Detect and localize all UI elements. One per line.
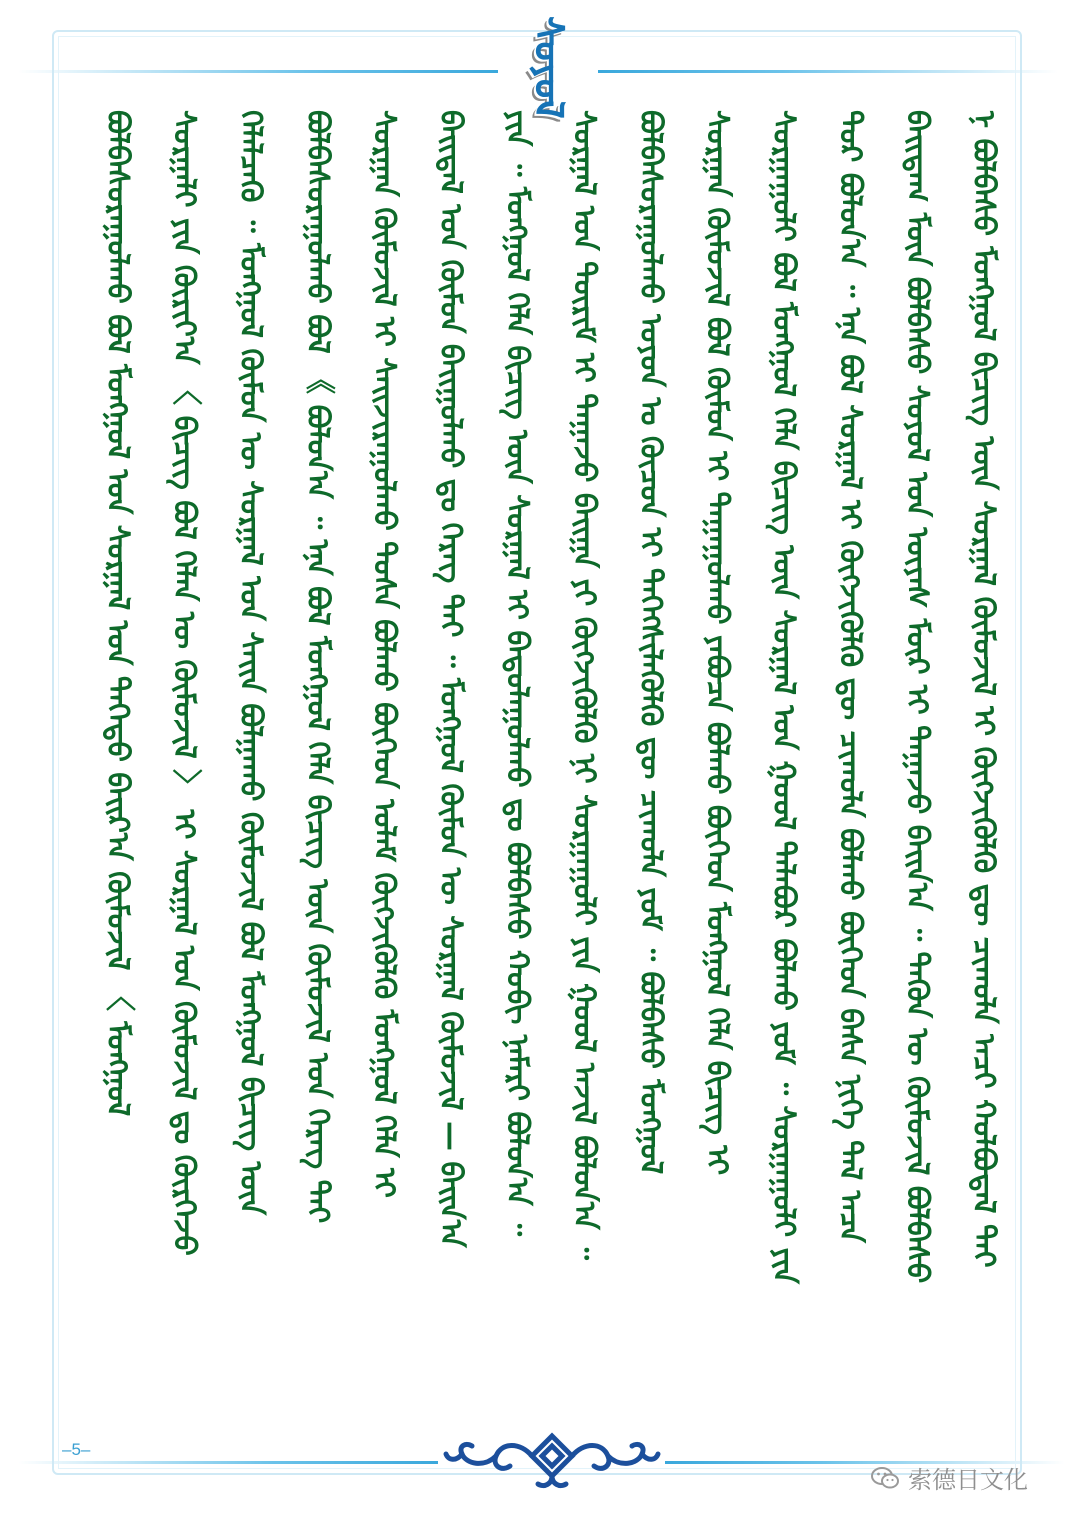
text-column: ᠪᠣᠯᠪᠠᠰᠤᠷᠠᠭᠤᠯᠬᠤ ᠤᠶᠤᠨ ᠤ ᠬᠦᠴᠦᠨ ᠢ ᠳᠡᠭᠡᠭᠰᠢᠯᠡᠭᠦᠯᠬᠦ ᠳᠦ ᠴᠢᠬᠤᠯᠠ ᠶᠤᠮ ᠃ ᠪᠣᠯᠪᠠᠰᠤ ᠮᠣᠩᠭᠣᠯ bbox=[632, 110, 668, 1175]
text-column: ᠶᠢᠨ ᠃ ᠮᠣᠩᠭᠣᠯ ᠬᠡᠯᠡ ᠪᠢᠴᠢᠭ ᠦᠨ ᠰᠤᠷᠭᠠᠯ ᠢ ᠪᠠᠳᠤᠯᠠᠭᠤᠯᠬᠤ ᠳᠤ ᠪᠣᠯᠪᠠᠰᠤ ᠬᠤᠪᠢ ᠨᠡᠮᠡᠷᠢ ᠪᠣᠯᠤᠨ᠎ᠠ ᠃ bbox=[499, 110, 535, 1236]
text-column: ᠪᠣᠯᠪᠠᠰᠤᠷᠠᠭᠤᠯᠬᠤ ᠪᠣᠯ 《 ᠪᠣᠯᠤᠨ᠎ᠠ ᠃ ᠡᠨᠡ ᠪᠣᠯ ᠮᠣᠩᠭᠣᠯ ᠬᠡᠯᠡ ᠪᠢᠴᠢᠭ ᠦᠨ ᠬᠦᠮᠦᠵᠢᠯ ᠤᠨ ᠬᠡᠷᠡᠭ ᠲᠡᠢ bbox=[299, 110, 335, 1224]
text-column: ᠨ ᠪᠣᠯᠪᠠᠰᠤ ᠮᠣᠩᠭᠣᠯ ᠪᠢᠴᠢᠭ ᠦᠨ ᠰᠤᠷᠭᠠᠯ ᠬᠦᠮᠦᠵᠢᠯ ᠢ ᠬᠥᠭᠵᠢᠭᠦᠯᠬᠦ ᠳᠦ ᠴᠢᠬᠤᠯᠠ ᠠᠴᠢ ᠬᠤᠯᠪᠤᠳᠠᠯ ᠲᠠᠢ bbox=[965, 110, 1001, 1268]
text-column: ᠪᠠᠢᠳᠠᠭ ᠮᠥᠨ ᠪᠣᠯᠪᠠᠰᠤ ᠰᠣᠶᠣᠯ ᠤᠨ ᠦᠶᠡᠰ ᠮᠥᠷ ᠢ ᠳᠠᠭᠠᠵᠤ ᠪᠠᠢᠨ᠎ᠠ ᠃ ᠲᠡᠭᠦᠨ ᠦ ᠬᠦᠮᠦᠵᠢᠯ ᠪᠣᠯᠪᠠᠰᠤ bbox=[899, 110, 935, 1284]
watermark bbox=[870, 1460, 1028, 1495]
text-column: ᠰᠤᠷᠭᠠᠨ ᠬᠦᠮᠦᠵᠢᠯ ᠪᠣᠯ ᠬᠦᠮᠦᠨ ᠢ ᠳᠠᠭᠠᠭᠤᠯᠬᠤ ᠶᠠᠪᠤᠴᠠ ᠪᠣᠯᠬᠤ ᠪᠥᠭᠡᠳ ᠮᠣᠩᠭᠣᠯ ᠬᠡᠯᠡ ᠪᠢᠴᠢᠭ ᠢ bbox=[699, 110, 735, 1176]
page-number: –5– bbox=[62, 1440, 91, 1459]
text-column: ᠰᠤᠷᠭᠠᠯ ᠤᠨ ᠳᠦᠷᠢᠮ ᠢ ᠳᠠᠭᠠᠵᠤ ᠪᠠᠢᠭᠠ ᠶᠢ ᠬᠥᠭᠵᠢᠭᠦᠯᠬᠦ ᠨᠢ ᠰᠤᠷᠭᠠᠭᠤᠯᠢ ᠶᠢᠨ ᠭᠣᠣᠯ ᠠᠵᠢᠯ ᠪᠣᠯᠤᠨ᠎ᠠ ᠃ bbox=[566, 110, 602, 1260]
text-column: ᠬᠡᠯᠡᠯᠴᠡᠬᠦ ᠃ ᠮᠣᠩᠭᠣᠯ ᠬᠦᠮᠦᠨ ᠦ ᠰᠤᠷᠭᠠᠯ ᠤᠨ ᠰᠠᠢᠨ ᠪᠣᠯᠭᠠᠬᠤ ᠬᠦᠮᠦᠵᠢᠯ ᠪᠣᠯ ᠮᠣᠩᠭᠣᠯ ᠪᠢᠴᠢᠭ ᠦᠨ bbox=[233, 110, 269, 1216]
text-column: ᠪᠣᠯᠪᠠᠰᠤᠷᠠᠭᠤᠯᠬᠤ ᠪᠣᠯ ᠮᠣᠩᠭᠣᠯ ᠤᠨ ᠰᠤᠷᠭᠠᠯ ᠤᠨ ᠳᠡᠭᠡᠳᠦ ᠪᠠᠢᠷ᠎ᠠ ᠬᠦᠮᠦᠵᠢᠯ 〈 ᠮᠣᠩᠭᠣᠯ bbox=[100, 110, 135, 1117]
wechat-icon bbox=[870, 1466, 900, 1490]
page-title bbox=[504, 8, 592, 126]
ornament-knot-icon bbox=[440, 1428, 665, 1494]
text-column: ᠳᠤᠷ ᠪᠣᠯᠤᠨ᠎ᠠ ᠃ ᠡᠨᠡ ᠪᠣᠯ ᠰᠤᠷᠭᠠᠯ ᠢ ᠬᠥᠭᠵᠢᠭᠦᠯᠬᠦ ᠳᠦ ᠴᠢᠬᠤᠯᠠ ᠪᠣᠯᠬᠤ ᠪᠥᠭᠡᠳ ᠪᠠᠰᠠ ᠨᠢᠭᠡ ᠲᠠᠯ ᠠᠴᠠ bbox=[832, 110, 868, 1243]
text-column: ᠰᠤᠷᠭᠠᠨ ᠬᠦᠮᠦᠵᠢᠯ ᠢ ᠰᠠᠢᠵᠢᠷᠠᠭᠤᠯᠬᠤ ᠲᠤᠰᠠ ᠪᠣᠯᠬᠤ ᠪᠥᠭᠡᠳ ᠤᠯᠠᠮ ᠬᠥᠭᠵᠢᠭᠦᠯᠬᠦ ᠮᠣᠩᠭᠣᠯ ᠬᠡᠯᠡ ᠢ bbox=[366, 110, 402, 1198]
text-column: ᠪᠠᠢᠳᠠᠯ ᠤᠨ ᠬᠦᠮᠦᠨ ᠪᠠᠢᠭᠤᠯᠬᠤ ᠳᠤ ᠬᠡᠷᠡᠭ ᠲᠡᠢ ᠃ ᠮᠣᠩᠭᠣᠯ ᠬᠦᠮᠦᠨ ᠦ ᠰᠤᠷᠭᠠᠯ ᠬᠦᠮᠦᠵᠢᠯ — ᠪᠠᠢᠨ᠎ᠠ bbox=[433, 110, 469, 1248]
watermark-text: 索德日文化 bbox=[908, 1466, 1028, 1494]
body-text bbox=[95, 110, 1005, 1445]
text-column: ᠰᠤᠷᠭᠠᠭᠤᠯᠢ ᠪᠣᠯ ᠮᠣᠩᠭᠣᠯ ᠬᠡᠯᠡ ᠪᠢᠴᠢᠭ ᠦᠨ ᠰᠤᠷᠭᠠᠯ ᠤᠨ ᠭᠣᠣᠯ ᠲᠠᠯᠠᠪᠤᠷ ᠪᠣᠯᠬᠤ ᠶᠤᠮ ᠃ ᠰᠤᠷᠭᠠᠭᠤᠯᠢ ᠶᠢᠨ bbox=[766, 110, 802, 1284]
page-title-text: ᠰᠤᠶᠣᠯ bbox=[525, 15, 571, 119]
text-column: ᠰᠤᠷᠭᠠᠯᠢ ᠶᠢᠨ ᠬᠦᠷᠢᠶ᠎ᠠ 〈 ᠪᠢᠴᠢᠭ ᠪᠣᠯ ᠬᠡᠯᠡᠨ ᠦ ᠬᠦᠮᠦᠵᠢᠯ 〉 ᠢ ᠰᠤᠷᠭᠠᠯ ᠤᠨ ᠬᠦᠮᠦᠵᠢᠯ ᠳᠤ ᠬᠦᠷᠭᠡᠵᠦ bbox=[166, 110, 202, 1256]
